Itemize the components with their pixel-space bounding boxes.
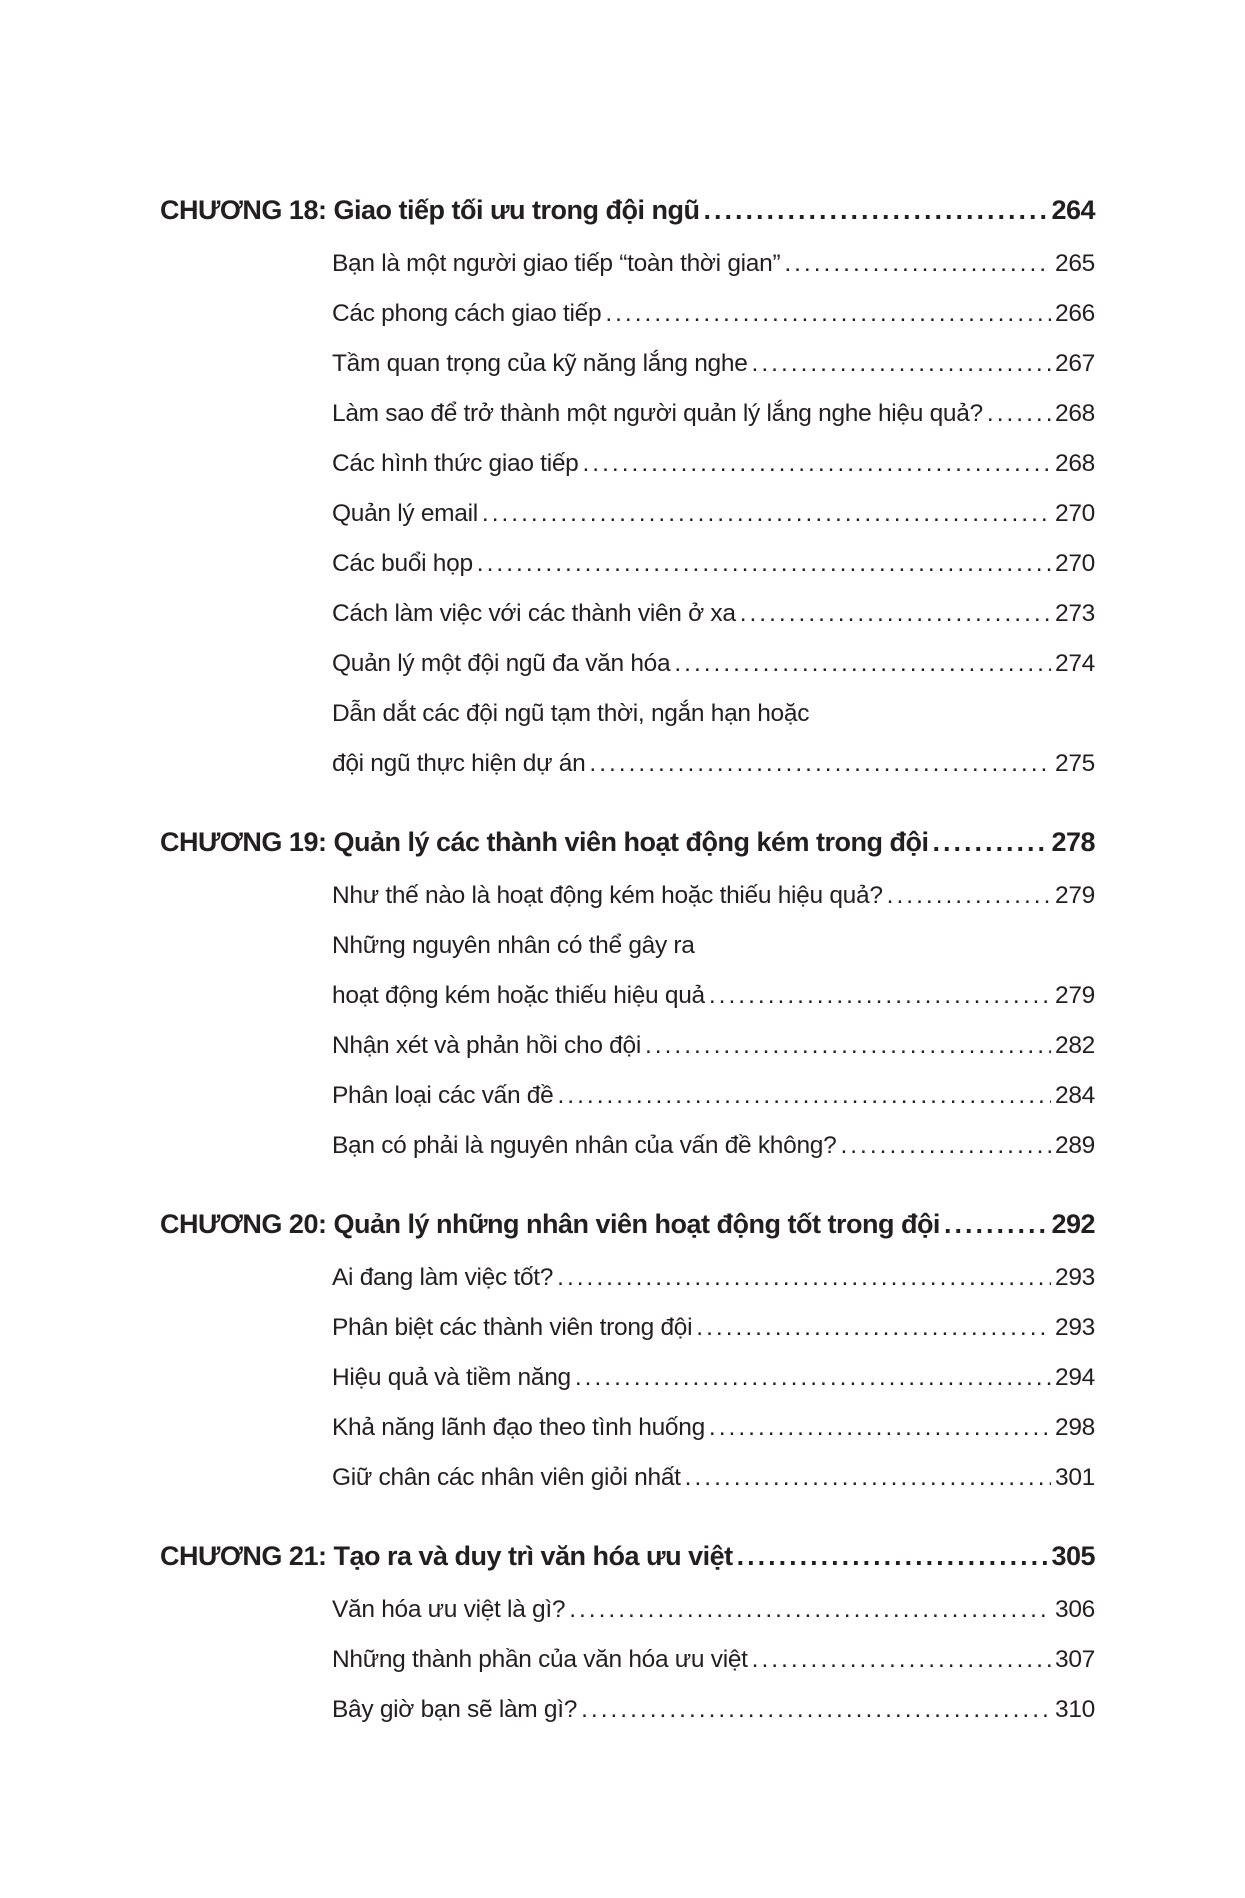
leader-dots: [784, 239, 1051, 289]
leader-dots: [569, 1585, 1051, 1635]
toc-entry: [332, 739, 1095, 789]
leader-dots: [581, 1685, 1051, 1735]
toc-entry: [332, 1303, 1095, 1353]
chapter-heading-row: [160, 1531, 1095, 1581]
chapter-heading-row: [160, 817, 1095, 867]
entry-page-number: 289: [1055, 1132, 1095, 1159]
toc-entry: [332, 639, 1095, 689]
entry-title: Phân loại các vấn đề: [332, 1082, 554, 1109]
entry-page-number: 301: [1055, 1464, 1095, 1491]
entry-page-number: 294: [1055, 1364, 1095, 1391]
entry-title: Tầm quan trọng của kỹ năng lắng nghe: [332, 350, 748, 377]
leader-dots: [583, 439, 1052, 489]
chapter-page-number: 305: [1051, 1541, 1095, 1571]
table-of-contents: [160, 185, 1095, 1763]
entry-title: Bây giờ bạn sẽ làm gì?: [332, 1696, 578, 1723]
toc-entry: [332, 1121, 1095, 1171]
entry-title-line-1: Những nguyên nhân có thể gây ra: [332, 932, 695, 959]
entry-title: Nhận xét và phản hồi cho đội: [332, 1032, 641, 1059]
toc-entry: [332, 1021, 1095, 1071]
chapter-page-number: 264: [1051, 195, 1095, 225]
entry-title: Các phong cách giao tiếp: [332, 300, 602, 327]
entry-page-number: 284: [1055, 1082, 1095, 1109]
entry-page-number: 293: [1055, 1314, 1095, 1341]
leader-dots: [987, 389, 1051, 439]
entry-page-number: 267: [1055, 350, 1095, 377]
entry-title: Ai đang làm việc tốt?: [332, 1264, 554, 1291]
entry-page-number: 274: [1055, 650, 1095, 677]
entry-title: Giữ chân các nhân viên giỏi nhất: [332, 1464, 681, 1491]
chapter-page-number: 292: [1051, 1209, 1095, 1239]
entry-page-number: 268: [1055, 450, 1095, 477]
chapter-heading-row: [160, 185, 1095, 235]
leader-dots: [944, 1199, 1048, 1249]
chapter-entries: [332, 871, 1095, 1171]
toc-entry: [332, 971, 1095, 1021]
entry-page-number: 266: [1055, 300, 1095, 327]
chapter-page-number: 278: [1051, 827, 1095, 857]
leader-dots: [840, 1121, 1051, 1171]
toc-entry: [332, 871, 1095, 921]
entry-title: Hiệu quả và tiềm năng: [332, 1364, 571, 1391]
toc-entry: [332, 539, 1095, 589]
leader-dots: [575, 1353, 1051, 1403]
entry-page-number: 275: [1055, 750, 1095, 777]
leader-dots: [557, 1253, 1051, 1303]
leader-dots: [740, 589, 1051, 639]
entry-title: Các buổi họp: [332, 550, 473, 577]
entry-title: hoạt động kém hoặc thiếu hiệu quả: [332, 982, 705, 1009]
entry-page-number: 268: [1055, 400, 1095, 427]
leader-dots: [737, 1531, 1048, 1581]
toc-entry: [332, 1403, 1095, 1453]
entry-title: Khả năng lãnh đạo theo tình huống: [332, 1414, 705, 1441]
leader-dots: [696, 1303, 1051, 1353]
entry-page-number: 270: [1055, 550, 1095, 577]
toc-entry: [332, 1685, 1095, 1735]
entry-page-number: 270: [1055, 500, 1095, 527]
leader-dots: [933, 817, 1048, 867]
chapter-section: [160, 1199, 1095, 1503]
leader-dots: [685, 1453, 1051, 1503]
leader-dots: [645, 1021, 1051, 1071]
leader-dots: [482, 489, 1051, 539]
chapter-entries: [332, 1585, 1095, 1735]
chapter-heading-row: [160, 1199, 1095, 1249]
toc-entry: [332, 1353, 1095, 1403]
entry-page-number: 282: [1055, 1032, 1095, 1059]
leader-dots: [752, 1635, 1051, 1685]
chapter-title: CHƯƠNG 20: Quản lý những nhân viên hoạt động tốt trong đội: [160, 1209, 940, 1239]
entry-title: Như thế nào là hoạt động kém hoặc thiếu hiệu quả?: [332, 882, 883, 909]
leader-dots: [589, 739, 1051, 789]
leader-dots: [605, 289, 1051, 339]
chapter-section: [160, 185, 1095, 789]
chapter-title: CHƯƠNG 21: Tạo ra và duy trì văn hóa ưu việt: [160, 1541, 733, 1571]
toc-entry: [332, 339, 1095, 389]
entry-page-number: 279: [1055, 882, 1095, 909]
leader-dots: [752, 339, 1051, 389]
leader-dots: [477, 539, 1051, 589]
entry-title: Quản lý một đội ngũ đa văn hóa: [332, 650, 671, 677]
toc-entry: [332, 439, 1095, 489]
toc-entry: [332, 239, 1095, 289]
entry-title: đội ngũ thực hiện dự án: [332, 750, 586, 777]
leader-dots: [703, 185, 1047, 235]
entry-page-number: 273: [1055, 600, 1095, 627]
leader-dots: [887, 871, 1051, 921]
toc-entry: [332, 289, 1095, 339]
toc-entry: [332, 489, 1095, 539]
entry-title: Quản lý email: [332, 500, 478, 527]
entry-page-number: 310: [1055, 1696, 1095, 1723]
toc-entry: [332, 1635, 1095, 1685]
entry-page-number: 265: [1055, 250, 1095, 277]
entry-title: Phân biệt các thành viên trong đội: [332, 1314, 693, 1341]
leader-dots: [557, 1071, 1051, 1121]
entry-title: Bạn có phải là nguyên nhân của vấn đề không?: [332, 1132, 837, 1159]
entry-title: Bạn là một người giao tiếp “toàn thời gian”: [332, 250, 781, 277]
chapter-title: CHƯƠNG 19: Quản lý các thành viên hoạt động kém trong đội: [160, 827, 929, 857]
toc-entry: [332, 1585, 1095, 1635]
toc-entry: [332, 589, 1095, 639]
chapter-title: CHƯƠNG 18: Giao tiếp tối ưu trong đội ngũ: [160, 195, 700, 225]
entry-title: Các hình thức giao tiếp: [332, 450, 579, 477]
entry-title: Làm sao để trở thành một người quản lý lắng nghe hiệu quả?: [332, 400, 983, 427]
chapter-section: [160, 1531, 1095, 1735]
toc-entry: [332, 1071, 1095, 1121]
entry-page-number: 279: [1055, 982, 1095, 1009]
entry-title-line-1: Dẫn dắt các đội ngũ tạm thời, ngắn hạn hoặc: [332, 700, 810, 727]
entry-page-number: 307: [1055, 1646, 1095, 1673]
toc-entry: [332, 1253, 1095, 1303]
chapter-section: [160, 817, 1095, 1171]
leader-dots: [674, 639, 1051, 689]
entry-title: Cách làm việc với các thành viên ở xa: [332, 600, 736, 627]
leader-dots: [709, 971, 1051, 1021]
entry-title: Những thành phần của văn hóa ưu việt: [332, 1646, 748, 1673]
toc-entry: [332, 389, 1095, 439]
entry-page-number: 298: [1055, 1414, 1095, 1441]
chapter-entries: [332, 239, 1095, 789]
entry-page-number: 306: [1055, 1596, 1095, 1623]
chapter-entries: [332, 1253, 1095, 1503]
toc-entry: [332, 1453, 1095, 1503]
entry-title: Văn hóa ưu việt là gì?: [332, 1596, 566, 1623]
entry-page-number: 293: [1055, 1264, 1095, 1291]
leader-dots: [709, 1403, 1051, 1453]
